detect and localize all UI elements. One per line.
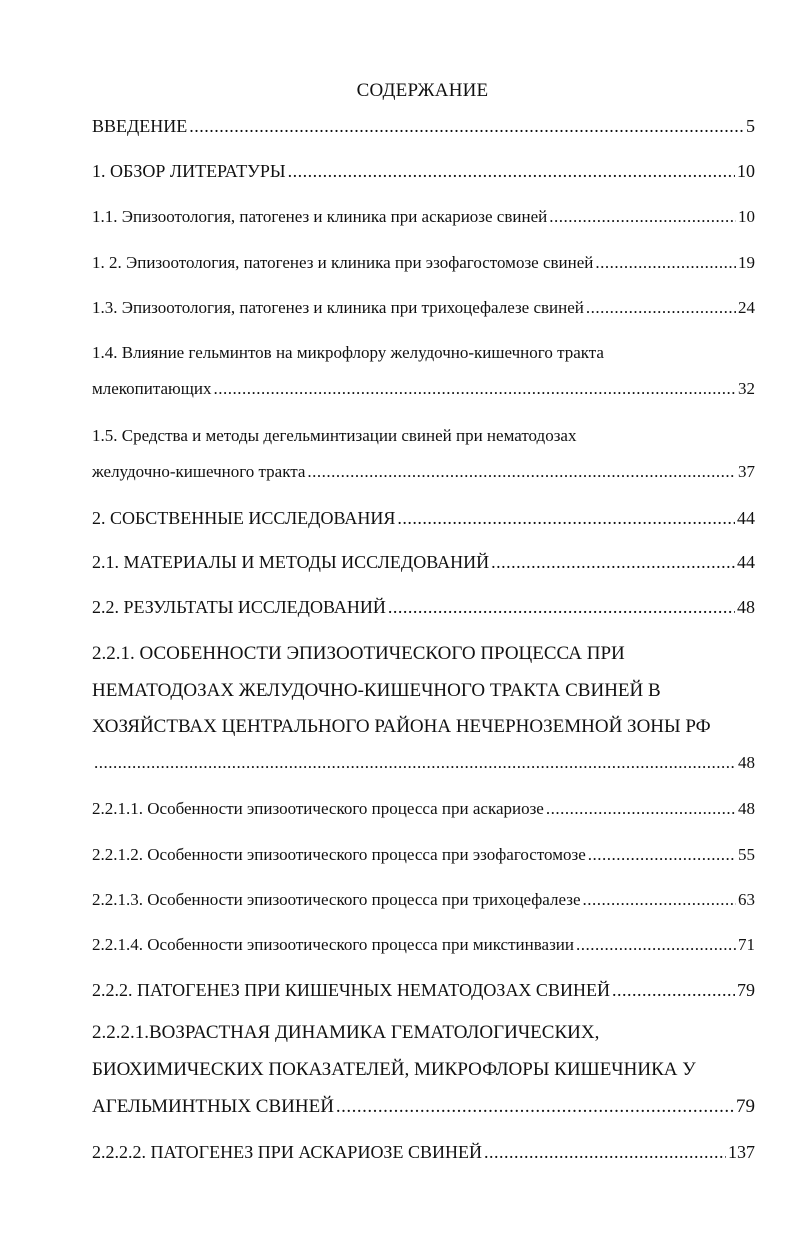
toc-page-number: 48	[738, 753, 755, 772]
toc-page-number: 48	[737, 597, 755, 617]
toc-leader-dots	[583, 890, 736, 910]
toc-entry-text: 2.2.1.3. Особенности эпизоотического процесса при трихоцефалезе	[92, 890, 581, 909]
toc-entry-2-2-1-line3: ХОЗЯЙСТВАХ ЦЕНТРАЛЬНОГО РАЙОНА НЕЧЕРНОЗЕМНОЙ ЗОНЫ РФ	[92, 716, 711, 737]
toc-page-number: 63	[738, 890, 755, 909]
toc-leader-dots	[588, 845, 736, 865]
toc-entry-1-4-line1: 1.4. Влияние гельминтов на микрофлору желудочно-кишечного тракта	[92, 343, 604, 362]
toc-leader-dots	[213, 379, 736, 399]
toc-page-number: 19	[738, 253, 755, 272]
toc-entry-1-5-line1: 1.5. Средства и методы дегельминтизации свиней при нематодозах	[92, 426, 577, 445]
toc-entry-2-2-1-1	[92, 799, 755, 819]
toc-entry-introduction	[92, 116, 755, 137]
toc-leader-dots	[612, 980, 735, 1001]
toc-entry-text: 2.2.1.4. Особенности эпизоотического процесса при микстинвазии	[92, 935, 574, 954]
toc-entry-literature-review	[92, 161, 755, 182]
toc-leader-dots	[307, 462, 736, 482]
toc-entry-2-2-2	[92, 980, 755, 1001]
toc-entry-2-2-1-line2: НЕМАТОДОЗАХ ЖЕЛУДОЧНО-КИШЕЧНОГО ТРАКТА СВИНЕЙ В	[92, 680, 661, 701]
toc-leader-dots	[549, 207, 736, 227]
toc-entry-2-1	[92, 552, 755, 573]
toc-page-number: 32	[738, 379, 755, 398]
toc-entry-text: 1.1. Эпизоотология, патогенез и клиника при аскариозе свиней	[92, 207, 548, 226]
toc-page-number: 48	[738, 799, 755, 818]
toc-page-number: 44	[737, 508, 755, 528]
toc-entry-text: 2.2.2.2. ПАТОГЕНЕЗ ПРИ АСКАРИОЗЕ СВИНЕЙ	[92, 1142, 482, 1162]
toc-leader-dots	[484, 1142, 726, 1163]
toc-entry-1-4	[92, 379, 755, 399]
toc-leader-dots	[595, 253, 736, 273]
toc-page-number: 137	[728, 1142, 755, 1162]
toc-page-number: 79	[737, 980, 755, 1000]
toc-leader-dots	[586, 298, 736, 318]
toc-entry-2-2-1-2	[92, 845, 755, 865]
toc-entry-1-1	[92, 207, 755, 227]
toc-entry-text: 2.1. МАТЕРИАЛЫ И МЕТОДЫ ИССЛЕДОВАНИЙ	[92, 552, 490, 572]
toc-entry-text: 2.2.1.2. Особенности эпизоотического процесса при эзофагостомозе	[92, 845, 586, 864]
toc-leader-dots	[189, 116, 744, 137]
toc-page-number: 79	[736, 1096, 755, 1117]
toc-page-number: 10	[738, 207, 755, 226]
toc-entry-text: АГЕЛЬМИНТНЫХ СВИНЕЙ	[92, 1096, 334, 1117]
toc-page-number: 10	[737, 161, 755, 181]
toc-leader-dots	[94, 753, 736, 773]
toc-page-number: 37	[738, 462, 755, 481]
toc-entry-text: 2.2.2. ПАТОГЕНЕЗ ПРИ КИШЕЧНЫХ НЕМАТОДОЗАХ СВИНЕЙ	[92, 980, 610, 1000]
page-title: СОДЕРЖАНИЕ	[356, 80, 489, 101]
toc-page-number: 44	[737, 552, 755, 572]
toc-leader-dots	[397, 508, 735, 529]
toc-entry-2-2-2-1-line2: БИОХИМИЧЕСКИХ ПОКАЗАТЕЛЕЙ, МИКРОФЛОРЫ КИШЕЧНИКА У	[92, 1059, 696, 1080]
toc-entry-text: 1.3. Эпизоотология, патогенез и клиника при трихоцефалезе свиней	[92, 298, 584, 317]
toc-entry-2-2	[92, 597, 755, 618]
toc-leader-dots	[546, 799, 736, 819]
toc-entry-1-2	[92, 253, 755, 273]
toc-entry-text: 2.2. РЕЗУЛЬТАТЫ ИССЛЕДОВАНИЙ	[92, 597, 386, 617]
toc-page-number: 24	[738, 298, 755, 317]
toc-entry-2-2-2-1	[92, 1096, 755, 1118]
toc-entry-2-2-2-2	[92, 1142, 755, 1163]
toc-entry-2-2-1-4	[92, 935, 755, 955]
toc-entry-2-2-2-1-line1: 2.2.2.1.ВОЗРАСТНАЯ ДИНАМИКА ГЕМАТОЛОГИЧЕСКИХ,	[92, 1022, 600, 1043]
toc-entry-text: 1. 2. Эпизоотология, патогенез и клиника при эзофагостомозе свиней	[92, 253, 594, 272]
toc-entry-text: ВВЕДЕНИЕ	[92, 116, 188, 136]
toc-page-number: 71	[738, 935, 755, 954]
toc-entry-text: 1. ОБЗОР ЛИТЕРАТУРЫ	[92, 161, 286, 181]
toc-leader-dots	[288, 161, 735, 182]
toc-entry-2-2-1	[92, 753, 755, 773]
toc-page-number: 55	[738, 845, 755, 864]
toc-entry-text: млекопитающих	[92, 379, 212, 398]
toc-leader-dots	[491, 552, 735, 573]
toc-entry-2-2-1-3	[92, 890, 755, 910]
toc-leader-dots	[576, 935, 736, 955]
toc-page-number: 5	[746, 116, 755, 136]
toc-entry-text: желудочно-кишечного тракта	[92, 462, 306, 481]
toc-leader-dots	[388, 597, 735, 618]
toc-entry-2-2-1-line1: 2.2.1. ОСОБЕННОСТИ ЭПИЗООТИЧЕСКОГО ПРОЦЕССА ПРИ	[92, 643, 625, 664]
toc-leader-dots	[336, 1096, 734, 1118]
toc-entry-1-3	[92, 298, 755, 318]
toc-entry-text: 2.2.1.1. Особенности эпизоотического процесса при аскариозе	[92, 799, 544, 818]
toc-entry-own-research	[92, 508, 755, 529]
toc-entry-text: 2. СОБСТВЕННЫЕ ИССЛЕДОВАНИЯ	[92, 508, 396, 528]
toc-entry-1-5	[92, 462, 755, 482]
